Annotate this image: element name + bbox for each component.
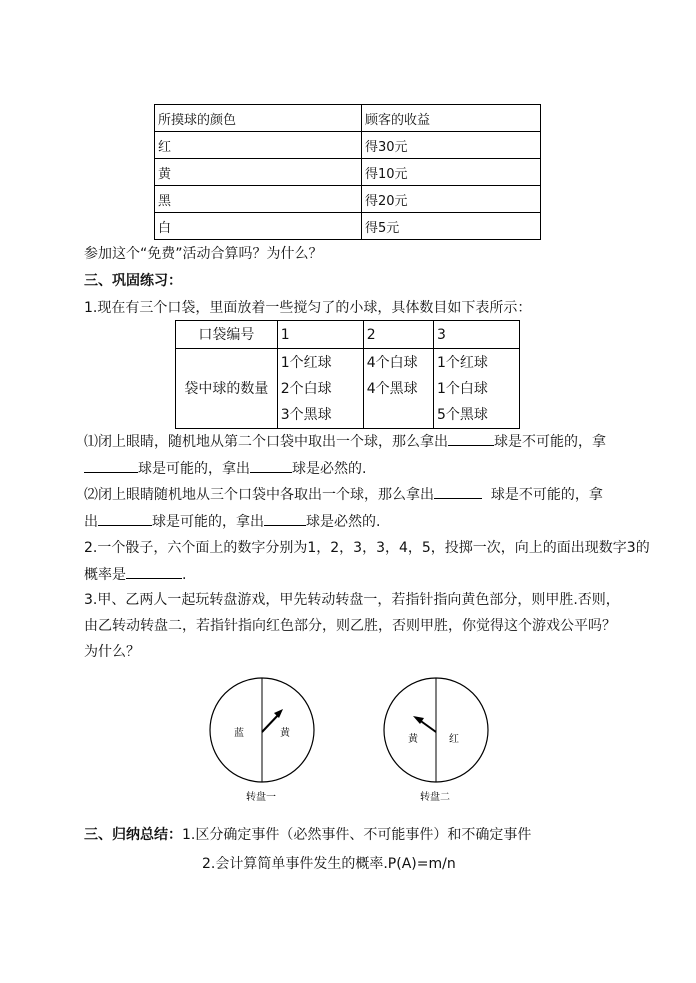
q2-line1: 2.一个骰子，六个面上的数字分别为1，2，3，3，4，5，投掷一次，向上的面出现数字3的 <box>84 540 650 556</box>
text: 球是可能的，拿出 <box>138 461 250 477</box>
q2-line2 <box>84 564 186 585</box>
spinner-two-caption: 转盘二 <box>420 792 450 803</box>
spinner-figures <box>200 676 530 810</box>
answer-blank[interactable] <box>250 458 292 473</box>
spinner-one-left-label: 蓝 <box>234 728 244 739</box>
answer-blank[interactable] <box>126 564 182 579</box>
summary-item-1: 1.区分确定事件（必然事件、不可能事件）和不确定事件 <box>182 827 532 843</box>
table-cell: 得30元 <box>362 132 541 159</box>
table-header-cell: 1 <box>277 321 363 349</box>
table-cell: 黑 <box>155 186 362 213</box>
reward-table <box>154 104 541 240</box>
text: . <box>182 567 187 583</box>
table-header-row <box>155 105 541 132</box>
table-cell: 得20元 <box>362 186 541 213</box>
table-cell <box>433 349 519 429</box>
list-item: 5个黑球 <box>436 407 488 423</box>
text: 球是必然的. <box>306 514 381 530</box>
table-row <box>155 186 541 213</box>
text: 出 <box>84 514 98 530</box>
text: 球是必然的. <box>292 461 367 477</box>
question-free: 参加这个“免费”活动合算吗？为什么？ <box>84 246 323 262</box>
spinner-two-left-label: 黄 <box>408 734 418 745</box>
spinner-one <box>210 678 314 803</box>
table-header-cell: 顾客的收益 <box>362 105 541 132</box>
spinner-one-caption: 转盘一 <box>246 792 276 803</box>
spinner-two-right-label: 红 <box>449 734 459 745</box>
answer-blank[interactable] <box>98 511 152 526</box>
text: ⑵闭上眼睛随机地从三个口袋中各取出一个球，那么拿出 <box>84 487 434 503</box>
list-item: 3个黑球 <box>280 407 332 423</box>
text: 球是不可能的，拿 <box>494 434 606 450</box>
table-header-cell: 口袋编号 <box>176 321 278 349</box>
q1-sub2-line1 <box>84 484 603 505</box>
text: 球是可能的，拿出 <box>152 514 264 530</box>
list-item: 1个红球 <box>280 355 332 371</box>
list-item: 1个白球 <box>436 381 488 397</box>
summary-line1 <box>84 825 531 845</box>
table-cell <box>277 349 363 429</box>
summary-item-2: 2.会计算简单事件发生的概率.P(A)=m/n <box>202 856 456 872</box>
q1-sub2-line2 <box>84 511 380 532</box>
q1-sub1-line1 <box>84 431 606 452</box>
answer-blank[interactable] <box>434 484 482 499</box>
table-cell: 得5元 <box>362 213 541 240</box>
spinner-one-right-label: 黄 <box>280 728 290 739</box>
list-item: 2个白球 <box>280 381 332 397</box>
table-row <box>155 213 541 240</box>
text: 球是不可能的，拿 <box>490 487 603 503</box>
q1-intro: 1.现在有三个口袋，里面放着一些搅匀了的小球，具体数目如下表所示： <box>84 300 532 316</box>
table-header-cell: 2 <box>363 321 433 349</box>
table-cell: 得10元 <box>362 159 541 186</box>
table-row <box>155 159 541 186</box>
q3-line2: 由乙转动转盘二，若指针指向红色部分，则乙胜，否则甲胜，你觉得这个游戏公平吗？ <box>84 618 616 634</box>
table-header-row <box>176 321 520 349</box>
q3-line1: 3.甲、乙两人一起玩转盘游戏，甲先转动转盘一，若指针指向黄色部分，则甲胜.否则， <box>84 592 620 608</box>
table-cell <box>363 349 433 429</box>
q3-line3: 为什么？ <box>84 644 140 660</box>
list-item: 4个黑球 <box>366 381 418 397</box>
table-cell: 黄 <box>155 159 362 186</box>
spinner-two <box>384 678 488 803</box>
list-item: 4个白球 <box>366 355 418 371</box>
section-practice-heading: 三、巩固练习： <box>84 273 182 289</box>
table-cell: 白 <box>155 213 362 240</box>
table-row <box>155 132 541 159</box>
table-header-cell: 所摸球的颜色 <box>155 105 362 132</box>
text: ⑴闭上眼睛，随机地从第二个口袋中取出一个球，那么拿出 <box>84 434 448 450</box>
answer-blank[interactable] <box>84 458 138 473</box>
bag-table <box>175 320 520 429</box>
table-cell: 红 <box>155 132 362 159</box>
summary-heading: 三、归纳总结： <box>84 827 182 843</box>
text: 概率是 <box>84 567 126 583</box>
table-row <box>176 349 520 429</box>
answer-blank[interactable] <box>448 431 494 446</box>
q1-sub1-line2 <box>84 458 366 479</box>
table-header-cell: 3 <box>433 321 519 349</box>
list-item: 1个红球 <box>436 355 488 371</box>
table-row-label: 袋中球的数量 <box>176 349 278 429</box>
answer-blank[interactable] <box>264 511 306 526</box>
